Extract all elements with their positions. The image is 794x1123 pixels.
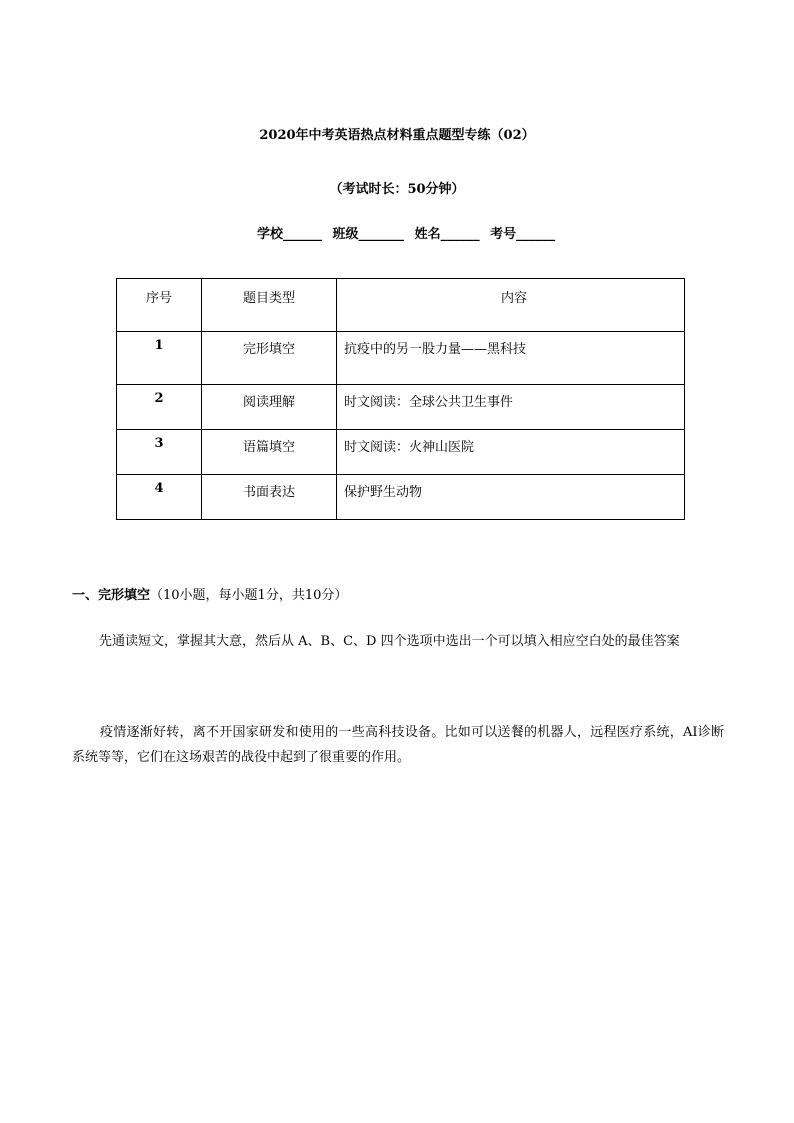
section-title: 一、完形填空 xyxy=(72,588,151,603)
row-number: 3 xyxy=(117,430,202,475)
row-type: 完形填空 xyxy=(202,332,337,385)
passage-text: 疫情逐渐好转，离不开国家研发和使用的一些高科技设备。比如可以送餐的机器人，远程医疗系统，AI诊断系统等等，它们在这场艰苦的战役中起到了很重要的作用。 xyxy=(72,725,724,765)
section-instruction: 先通读短文，掌握其大意，然后从 A、B、C、D 四个选项中选出一个可以填入相应空白处的最佳答案 xyxy=(99,634,680,649)
exam-number-field: 考号______ xyxy=(490,227,556,242)
exam-duration: （考试时长：50分钟） xyxy=(329,182,465,197)
row-number: 2 xyxy=(117,385,202,430)
row-content: 保护野生动物 xyxy=(337,475,685,520)
row-type: 书面表达 xyxy=(202,475,337,520)
school-field: 学校______ xyxy=(257,227,323,242)
question-type-table xyxy=(116,278,685,520)
row-number: 1 xyxy=(117,332,202,385)
row-content: 时文阅读：火神山医院 xyxy=(337,430,685,475)
section-score-note: （10小题，每小题1分，共10分） xyxy=(150,588,348,603)
table-row xyxy=(117,385,685,430)
row-type: 阅读理解 xyxy=(202,385,337,430)
class-field: 班级_______ xyxy=(332,227,405,242)
row-content: 抗疫中的另一股力量——黑科技 xyxy=(337,332,685,385)
table-header-row xyxy=(117,279,685,332)
column-header-type: 题目类型 xyxy=(202,279,337,332)
row-number: 4 xyxy=(117,475,202,520)
page-title: 2020年中考英语热点材料重点题型专练（02） xyxy=(259,128,535,143)
table-row xyxy=(117,430,685,475)
column-header-content: 内容 xyxy=(337,279,685,332)
student-info-fields xyxy=(257,223,561,242)
table-row xyxy=(117,332,685,385)
section-heading xyxy=(72,584,347,603)
table-row xyxy=(117,475,685,520)
column-header-number: 序号 xyxy=(117,279,202,332)
row-type: 语篇填空 xyxy=(202,430,337,475)
name-field: 姓名______ xyxy=(414,227,480,242)
row-content: 时文阅读：全球公共卫生事件 xyxy=(337,385,685,430)
